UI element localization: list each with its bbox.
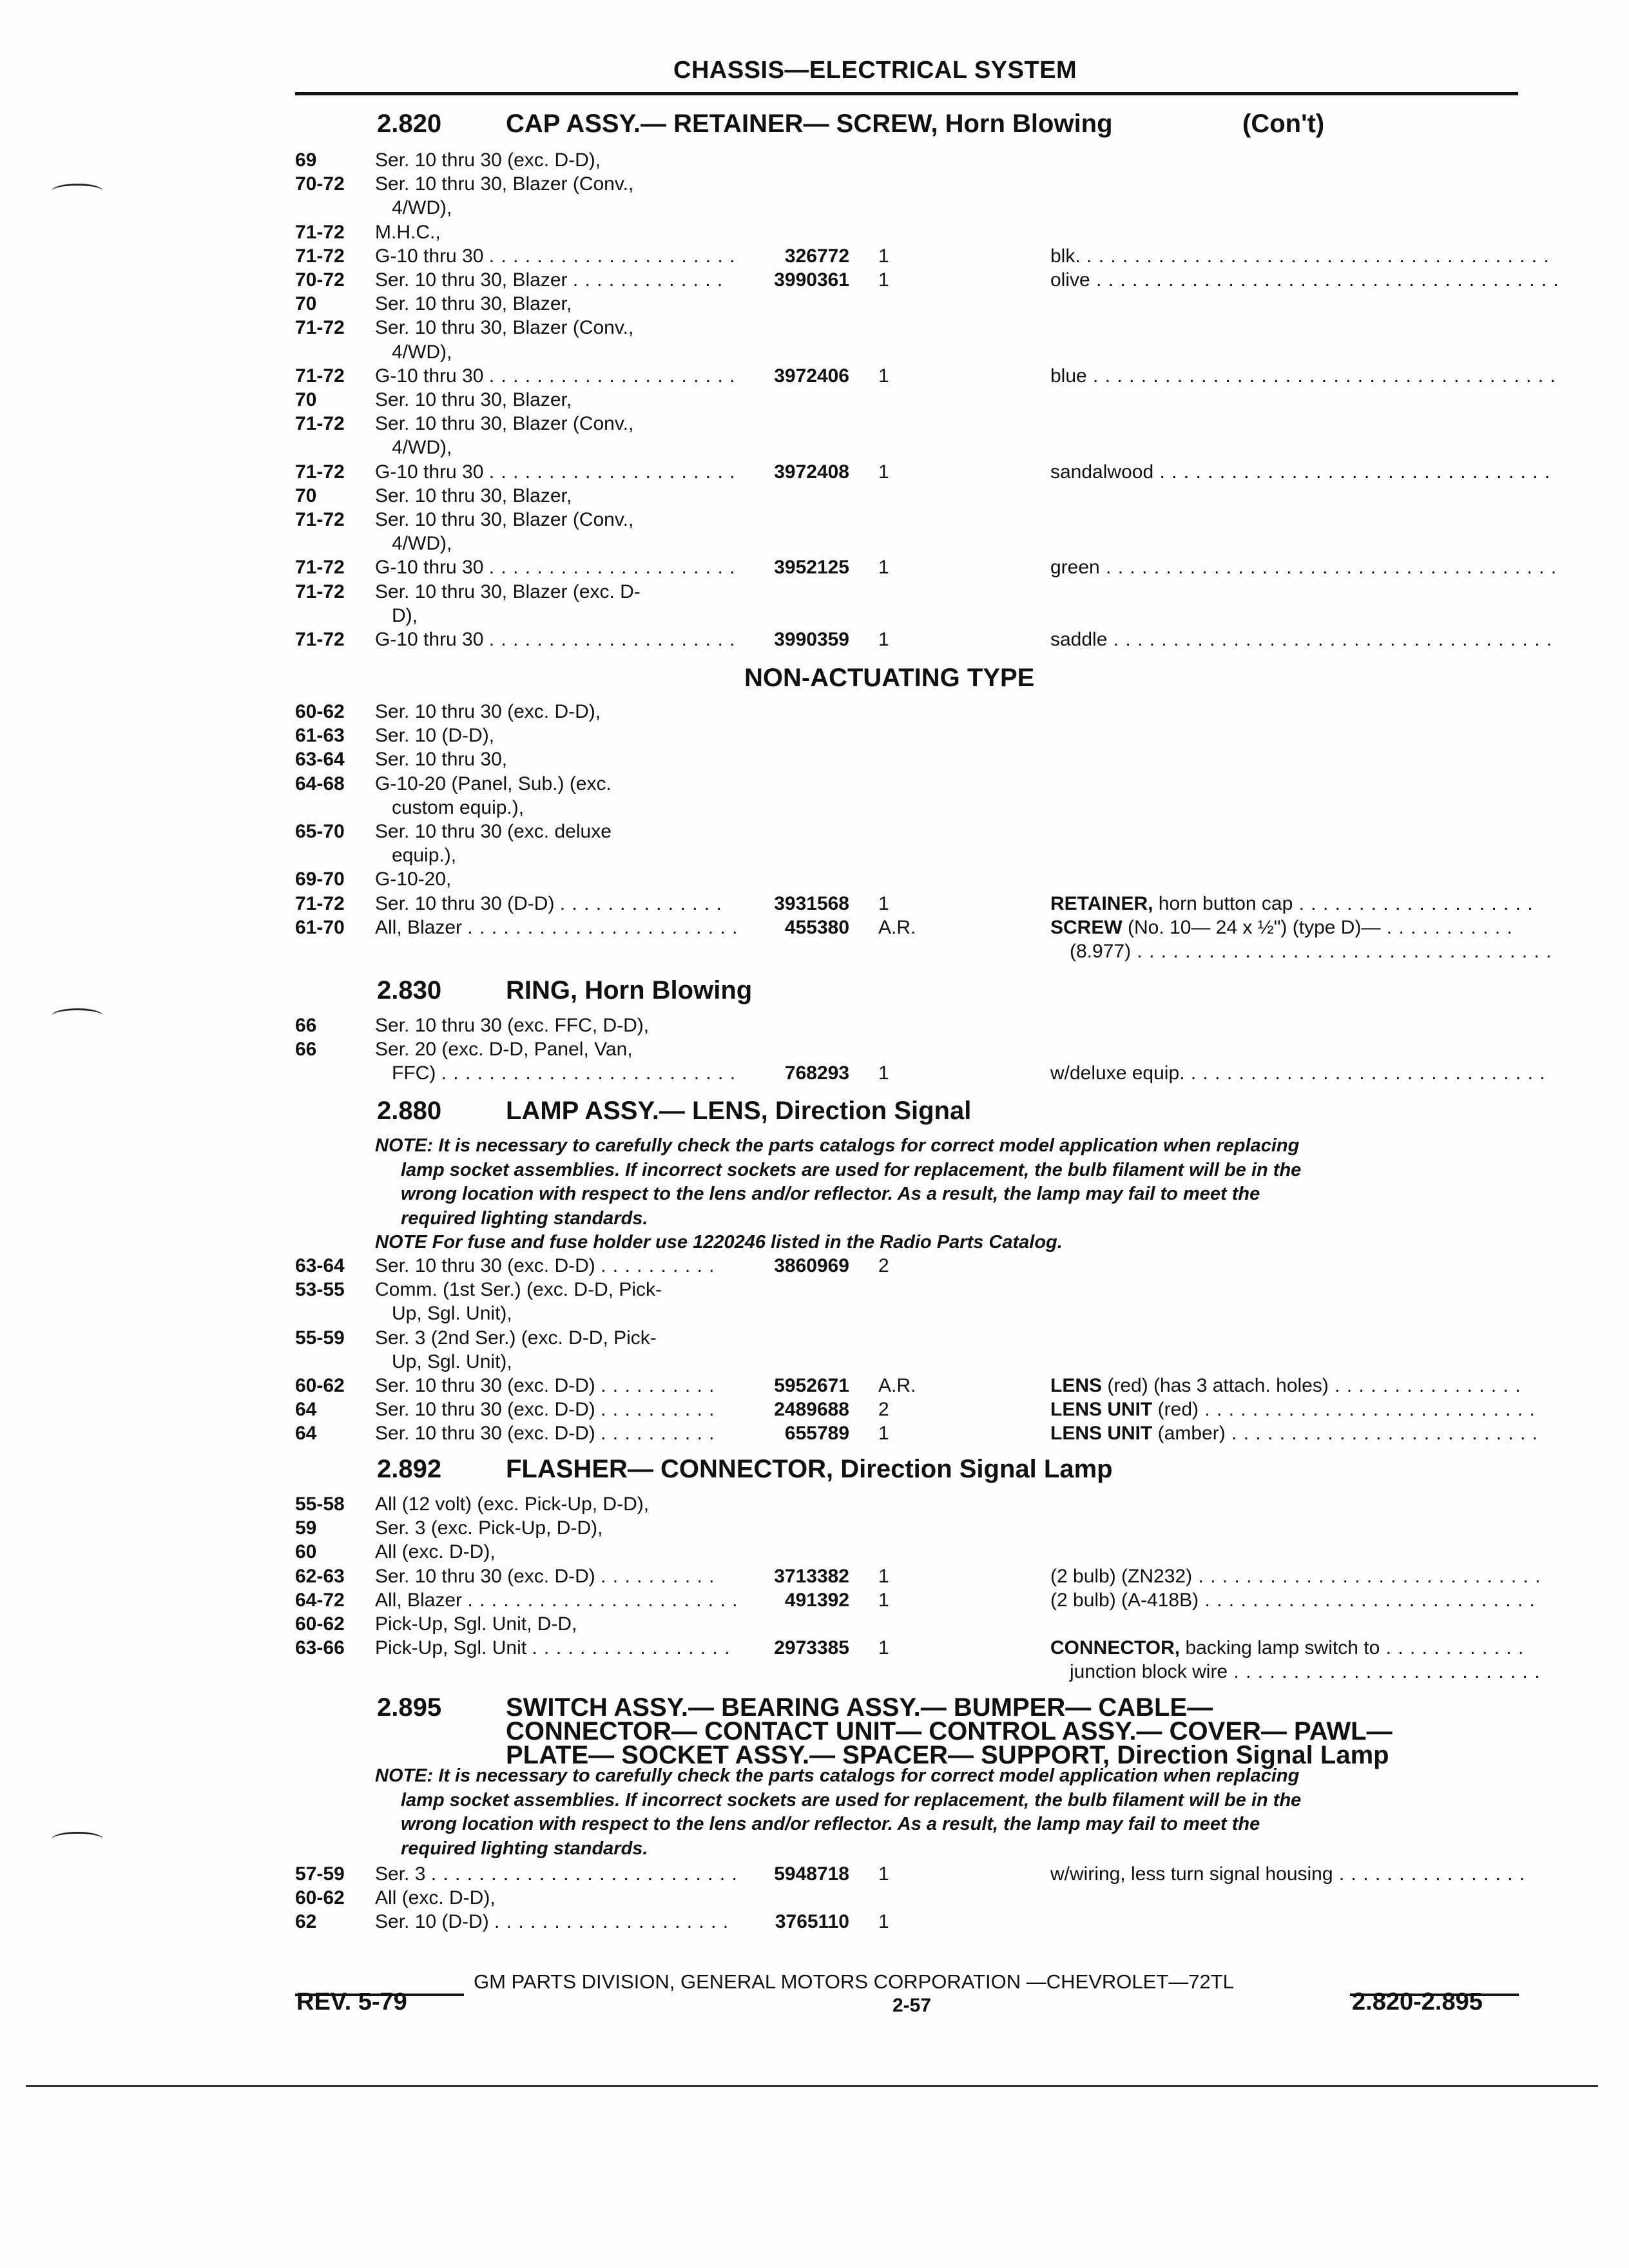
application: G-10 thru 30 xyxy=(375,557,484,579)
leader-dots: . . . . . . . . . . . . . . . . . . . . . . . xyxy=(467,916,738,938)
description-leader-dots: . . . . . . . . . . . . . . . . . . . . . . . . . . xyxy=(1225,1423,1539,1445)
description-keyword: CONNECTOR, xyxy=(1050,1637,1181,1659)
part-number: 3765110 xyxy=(775,1911,849,1933)
description xyxy=(1050,629,1552,651)
section-title-line: CONNECTOR— CONTACT UNIT— CONTROL ASSY.— COVER— PAWL— xyxy=(506,1717,1393,1745)
application: Ser. 10 thru 30 (exc. D-D) xyxy=(375,1375,595,1396)
model-year: 64 xyxy=(295,1399,317,1421)
description xyxy=(1050,245,1550,267)
model-year: 61-63 xyxy=(295,725,345,747)
application: G-10 thru 30 xyxy=(375,365,484,387)
quantity: 1 xyxy=(878,269,889,291)
model-year: 71-72 xyxy=(295,509,345,530)
description-leader-dots: . . . . . . . . . . . . . . . . . . . . xyxy=(1293,892,1534,914)
model-year: 64 xyxy=(295,1423,317,1445)
leader-dots: . . . . . . . . . . . . . . . . . . . . . . . . . . xyxy=(430,1863,738,1885)
model-year: 60-62 xyxy=(295,701,345,722)
model-year: 71-72 xyxy=(295,629,345,650)
application: Up, Sgl. Unit), xyxy=(392,1303,512,1325)
application: Pick-Up, Sgl. Unit, D-D, xyxy=(375,1613,577,1635)
section-subheading: NON-ACTUATING TYPE xyxy=(744,664,1035,692)
model-year: 70-72 xyxy=(295,269,345,291)
description-text: (2 bulb) (ZN232) xyxy=(1050,1565,1193,1587)
leader-dots: . . . . . . . . . . . . . . . . . . . . . xyxy=(488,461,736,483)
application: 4/WD), xyxy=(392,533,452,555)
model-year: 71-72 xyxy=(295,245,345,267)
application: Ser. 10 thru 30 (exc. D-D), xyxy=(375,149,601,171)
part-number: 768293 xyxy=(784,1062,849,1084)
application: Ser. 10 (D-D) xyxy=(375,1911,489,1933)
part-number: 3990361 xyxy=(774,269,849,291)
quantity: 1 xyxy=(878,1637,889,1659)
application: Ser. 10 thru 30, Blazer, xyxy=(375,389,572,410)
description xyxy=(1050,1375,1521,1397)
application: Ser. 3 (exc. Pick-Up, D-D), xyxy=(375,1517,603,1539)
description-leader-dots: . . . . . . . . . . . . . . . . . . . . . . . . . . . . . . . . . . . . . . . xyxy=(1090,269,1559,291)
leader-dots: . . . . . . . . . . xyxy=(601,1375,715,1396)
model-year: 53-55 xyxy=(295,1279,345,1301)
part-number: 5952671 xyxy=(774,1375,849,1396)
quantity: 2 xyxy=(878,1399,889,1421)
part-number: 2973385 xyxy=(774,1637,849,1659)
part-number: 5948718 xyxy=(774,1863,849,1885)
model-year: 69 xyxy=(295,149,317,171)
application: Ser. 10 thru 30, xyxy=(375,749,508,771)
footer-revision: REV. 5-79 xyxy=(296,1988,407,2015)
description-text: olive xyxy=(1050,269,1090,291)
description-leader-dots: . . . . . . . . . . . . xyxy=(1380,1637,1525,1659)
model-year: 55-58 xyxy=(295,1494,345,1515)
model-year: 62 xyxy=(295,1911,317,1933)
application: Ser. 20 (exc. D-D, Panel, Van, xyxy=(375,1039,633,1061)
application: G-10-20, xyxy=(375,869,452,890)
application: Pick-Up, Sgl. Unit xyxy=(375,1637,527,1659)
description-text: (red) xyxy=(1152,1399,1199,1421)
part-number: 455380 xyxy=(784,916,849,938)
application: 4/WD), xyxy=(392,341,452,363)
section-title: RING, Horn Blowing xyxy=(506,976,753,1004)
section-title-line: SWITCH ASSY.— BEARING ASSY.— BUMPER— CABLE— xyxy=(506,1693,1213,1722)
application: Ser. 10 thru 30, Blazer (Conv., xyxy=(375,317,634,339)
model-year: 63-64 xyxy=(295,749,345,771)
application: Ser. 10 thru 30 (exc. deluxe xyxy=(375,821,612,842)
quantity: A.R. xyxy=(878,1375,916,1396)
leader-dots: . . . . . . . . . . . . . . . . . xyxy=(532,1637,731,1659)
note-line: lamp socket assemblies. If incorrect sockets are used for replacement, the bulb filament will be in the xyxy=(401,1789,1302,1811)
application: G-10 thru 30 xyxy=(375,245,484,267)
page-header-title: CHASSIS—ELECTRICAL SYSTEM xyxy=(673,57,1077,84)
description-keyword: LENS xyxy=(1050,1375,1103,1396)
description-text: (2 bulb) (A-418B) xyxy=(1050,1589,1199,1611)
model-year: 60-62 xyxy=(295,1613,345,1635)
application: 4/WD), xyxy=(392,437,452,459)
model-year: 61-70 xyxy=(295,916,345,938)
description-leader-dots: . . . . . . . . . . . . . . . . . . . . . . . . . . . . xyxy=(1199,1589,1536,1611)
model-year: 63-66 xyxy=(295,1637,345,1659)
quantity: 2 xyxy=(878,1255,889,1276)
application: Ser. 10 (D-D), xyxy=(375,725,495,747)
description xyxy=(1050,1637,1524,1659)
description xyxy=(1070,941,1552,963)
leader-dots: . . . . . . . . . . . . . . . . . . . . . xyxy=(488,629,736,650)
application: All, Blazer xyxy=(375,916,463,938)
leader-dots: . . . . . . . . . . . . . . . . . . . . xyxy=(494,1911,729,1933)
part-number: 3972408 xyxy=(774,461,849,483)
quantity: 1 xyxy=(878,461,889,483)
description-text: (8.977) xyxy=(1070,941,1132,962)
part-number: 3860969 xyxy=(774,1255,849,1276)
quantity: 1 xyxy=(878,557,889,579)
application: Ser. 10 thru 30, Blazer (Conv., xyxy=(375,509,634,530)
application: Ser. 10 thru 30, Blazer xyxy=(375,269,568,291)
description-text: w/deluxe equip. xyxy=(1050,1062,1185,1084)
description-leader-dots: . . . . . . . . . . . . . . . . . . . . . . . . . . . . . . . . . . . . . . . xyxy=(1086,365,1556,387)
application: Ser. 10 thru 30, Blazer (Conv., xyxy=(375,173,634,195)
quantity: 1 xyxy=(878,245,889,267)
section-title: FLASHER— CONNECTOR, Direction Signal Lamp xyxy=(506,1455,1113,1483)
section-continued-label: (Con't) xyxy=(1242,110,1325,138)
model-year: 66 xyxy=(295,1015,317,1036)
part-number: 2489688 xyxy=(774,1399,849,1421)
quantity: 1 xyxy=(878,1911,889,1933)
binder-hole-mark xyxy=(52,184,103,198)
note-line: NOTE For fuse and fuse holder use 1220246 listed in the Radio Parts Catalog. xyxy=(375,1232,1063,1253)
model-year: 69-70 xyxy=(295,869,345,890)
application: All (12 volt) (exc. Pick-Up, D-D), xyxy=(375,1494,650,1515)
quantity: 1 xyxy=(878,1423,889,1445)
bottom-scan-line xyxy=(26,2085,1598,2087)
description-text: (amber) xyxy=(1152,1423,1226,1445)
description xyxy=(1050,1423,1538,1445)
application: Ser. 10 thru 30 (exc. D-D) xyxy=(375,1423,595,1445)
application: G-10-20 (Panel, Sub.) (exc. xyxy=(375,773,612,794)
model-year: 71-72 xyxy=(295,221,345,243)
description-text: (No. 10— 24 x ½") (type D)— xyxy=(1122,916,1381,938)
quantity: 1 xyxy=(878,1863,889,1885)
footer-organization: GM PARTS DIVISION, GENERAL MOTORS CORPORATION —CHEVROLET—72TL xyxy=(474,1970,1234,1993)
model-year: 66 xyxy=(295,1039,317,1061)
description-text: blk. xyxy=(1050,245,1081,267)
leader-dots: . . . . . . . . . . xyxy=(601,1399,715,1421)
part-number: 326772 xyxy=(784,245,849,267)
binder-hole-mark xyxy=(52,1832,103,1847)
description xyxy=(1050,1590,1536,1611)
leader-dots: . . . . . . . . . . . . . . . . . . . . . xyxy=(488,245,736,267)
section-number: 2.892 xyxy=(377,1455,442,1483)
application: equip.), xyxy=(392,845,457,867)
note-line: NOTE: It is necessary to carefully check the parts catalogs for correct model application when replacing xyxy=(375,1765,1300,1786)
description-leader-dots: . . . . . . . . . . . . . . . . . . . . . . . . . . xyxy=(1228,1661,1541,1683)
description xyxy=(1050,269,1559,291)
application: Ser. 10 thru 30, Blazer (Conv., xyxy=(375,413,634,435)
description xyxy=(1050,1863,1525,1885)
quantity: 1 xyxy=(878,1589,889,1611)
application: 4/WD), xyxy=(392,197,452,219)
model-year: 71-72 xyxy=(295,317,345,339)
part-number: 3713382 xyxy=(774,1565,849,1587)
description-leader-dots: . . . . . . . . . . . . . . . . . . . . . . . . . . . . . . . . . . . . . . xyxy=(1099,557,1557,579)
description-text: saddle xyxy=(1050,629,1108,650)
model-year: 64-72 xyxy=(295,1589,345,1611)
model-year: 60-62 xyxy=(295,1887,345,1909)
binder-hole-mark xyxy=(52,1008,103,1023)
model-year: 71-72 xyxy=(295,365,345,387)
description-leader-dots: . . . . . . . . . . . . . . . . . . . . . . . . . . . . . . . . . . . . . . . xyxy=(1080,245,1550,267)
part-number: 3952125 xyxy=(774,557,849,579)
footer-section-range: 2.820-2.895 xyxy=(1352,1988,1483,2015)
application: Ser. 10 thru 30, Blazer, xyxy=(375,293,572,315)
leader-dots: . . . . . . . . . . . . . . . . . . . . . . . . . xyxy=(441,1062,737,1084)
model-year: 70 xyxy=(295,293,317,315)
description-text: sandalwood xyxy=(1050,461,1154,483)
model-year: 71-72 xyxy=(295,557,345,579)
description-text: green xyxy=(1050,557,1100,579)
description xyxy=(1050,557,1557,579)
description-leader-dots: . . . . . . . . . . . . . . . . . . . . . . . . . . . . . . . . . . . . . xyxy=(1107,629,1553,650)
model-year: 71-72 xyxy=(295,581,345,602)
model-year: 71-72 xyxy=(295,413,345,435)
model-year: 59 xyxy=(295,1517,317,1539)
application: M.H.C., xyxy=(375,221,441,243)
application: Ser. 10 thru 30 (exc. FFC, D-D), xyxy=(375,1015,650,1036)
description-keyword: RETAINER, xyxy=(1050,892,1153,914)
model-year: 70-72 xyxy=(295,173,345,195)
description xyxy=(1050,893,1534,915)
model-year: 63-64 xyxy=(295,1255,345,1276)
description-leader-dots: . . . . . . . . . . . . . . . . xyxy=(1328,1375,1521,1396)
note-line: wrong location with respect to the lens and/or reflector. As a result, the lamp may fail to meet the xyxy=(401,1184,1260,1204)
section-title: LAMP ASSY.— LENS, Direction Signal xyxy=(506,1097,972,1125)
model-year: 70 xyxy=(295,389,317,410)
description-leader-dots: . . . . . . . . . . . . . . . . . . . . . . . . . . . . . xyxy=(1192,1565,1541,1587)
application: All (exc. D-D), xyxy=(375,1887,496,1909)
leader-dots: . . . . . . . . . . . . . . . . . . . . . xyxy=(488,557,736,579)
description-text: junction block wire xyxy=(1070,1661,1228,1683)
description-keyword: LENS UNIT xyxy=(1050,1399,1153,1421)
section-number: 2.830 xyxy=(377,976,442,1004)
application: D), xyxy=(392,604,418,626)
application: Up, Sgl. Unit), xyxy=(392,1350,512,1372)
description xyxy=(1070,1661,1541,1683)
model-year: 62-63 xyxy=(295,1565,345,1587)
leader-dots: . . . . . . . . . . xyxy=(601,1423,715,1445)
quantity: 1 xyxy=(878,365,889,387)
quantity: 1 xyxy=(878,1565,889,1587)
description xyxy=(1050,1062,1546,1084)
application: Ser. 10 thru 30 (exc. D-D) xyxy=(375,1255,595,1276)
model-year: 60 xyxy=(295,1541,317,1563)
application: Ser. 10 thru 30 (D-D) xyxy=(375,892,555,914)
description xyxy=(1050,461,1550,483)
leader-dots: . . . . . . . . . . . . . . xyxy=(559,892,722,914)
quantity: 1 xyxy=(878,1062,889,1084)
application: All, Blazer xyxy=(375,1589,463,1611)
description-leader-dots: . . . . . . . . . . . . . . . . . . . . . . . . . . . . . . . . . . . xyxy=(1131,941,1552,962)
application: Comm. (1st Ser.) (exc. D-D, Pick- xyxy=(375,1279,662,1301)
description-text: w/wiring, less turn signal housing xyxy=(1050,1863,1333,1885)
description-leader-dots: . . . . . . . . . . . . . . . . . . . . . . . . . . . . . . xyxy=(1184,1062,1546,1084)
description-text: horn button cap xyxy=(1153,892,1293,914)
model-year: 55-59 xyxy=(295,1327,345,1349)
application: Ser. 10 thru 30, Blazer (exc. D- xyxy=(375,581,641,602)
description-leader-dots: . . . . . . . . . . . . . . . . . . . . . . . . . . . . xyxy=(1199,1399,1536,1421)
application: G-10 thru 30 xyxy=(375,461,484,483)
description-keyword: SCREW xyxy=(1050,916,1123,938)
section-number: 2.820 xyxy=(377,110,442,138)
description-text: blue xyxy=(1050,365,1087,387)
model-year: 71-72 xyxy=(295,461,345,483)
leader-dots: . . . . . . . . . . . . . xyxy=(572,269,724,291)
model-year: 64-68 xyxy=(295,773,345,794)
description-text: (red) (has 3 attach. holes) xyxy=(1102,1375,1329,1396)
note-line: wrong location with respect to the lens and/or reflector. As a result, the lamp may fail to meet the xyxy=(401,1814,1260,1834)
application: G-10 thru 30 xyxy=(375,629,484,650)
note-line: required lighting standards. xyxy=(401,1838,648,1859)
application: Ser. 3 (2nd Ser.) (exc. D-D, Pick- xyxy=(375,1327,657,1349)
leader-dots: . . . . . . . . . . xyxy=(601,1255,715,1276)
quantity: 1 xyxy=(878,629,889,650)
note-line: lamp socket assemblies. If incorrect sockets are used for replacement, the bulb filament will be in the xyxy=(401,1159,1302,1180)
section-number: 2.880 xyxy=(377,1097,442,1125)
application: All (exc. D-D), xyxy=(375,1541,496,1563)
application: Ser. 10 thru 30, Blazer, xyxy=(375,485,572,506)
note-line: required lighting standards. xyxy=(401,1207,648,1229)
application: custom equip.), xyxy=(392,796,525,818)
quantity: A.R. xyxy=(878,916,916,938)
description-leader-dots: . . . . . . . . . . . xyxy=(1380,916,1513,938)
description xyxy=(1050,1399,1536,1421)
description-leader-dots: . . . . . . . . . . . . . . . . . . . . . . . . . . . . . . . . . xyxy=(1153,461,1551,483)
header-rule xyxy=(295,92,1518,95)
application: Ser. 10 thru 30 (exc. D-D) xyxy=(375,1565,595,1587)
section-title-line: PLATE— SOCKET ASSY.— SPACER— SUPPORT, Direction Signal Lamp xyxy=(506,1741,1389,1769)
description-keyword: LENS UNIT xyxy=(1050,1423,1153,1445)
description-text: backing lamp switch to xyxy=(1180,1637,1380,1659)
description xyxy=(1050,1566,1541,1588)
part-number: 3931568 xyxy=(774,892,849,914)
model-year: 71-72 xyxy=(295,892,345,914)
application: Ser. 10 thru 30 (exc. D-D), xyxy=(375,701,601,722)
application: Ser. 3 xyxy=(375,1863,426,1885)
part-number: 3972406 xyxy=(774,365,849,387)
model-year: 65-70 xyxy=(295,821,345,842)
leader-dots: . . . . . . . . . . xyxy=(601,1565,715,1587)
application: Ser. 10 thru 30 (exc. D-D) xyxy=(375,1399,595,1421)
note-line: NOTE: It is necessary to carefully check the parts catalogs for correct model application when replacing xyxy=(375,1135,1300,1156)
quantity: 1 xyxy=(878,892,889,914)
description xyxy=(1050,917,1513,939)
section-title: CAP ASSY.— RETAINER— SCREW, Horn Blowing xyxy=(506,110,1113,138)
part-number: 491392 xyxy=(784,1589,849,1611)
model-year: 57-59 xyxy=(295,1863,345,1885)
leader-dots: . . . . . . . . . . . . . . . . . . . . . xyxy=(488,365,736,387)
part-number: 655789 xyxy=(784,1423,849,1445)
part-number: 3990359 xyxy=(774,629,849,650)
description xyxy=(1050,365,1556,387)
application: FFC) xyxy=(392,1062,436,1084)
leader-dots: . . . . . . . . . . . . . . . . . . . . . . . xyxy=(467,1589,738,1611)
model-year: 70 xyxy=(295,485,317,506)
description-leader-dots: . . . . . . . . . . . . . . . . xyxy=(1333,1863,1526,1885)
model-year: 60-62 xyxy=(295,1375,345,1396)
footer-page-number: 2-57 xyxy=(892,1995,932,2016)
section-number: 2.895 xyxy=(377,1693,442,1722)
